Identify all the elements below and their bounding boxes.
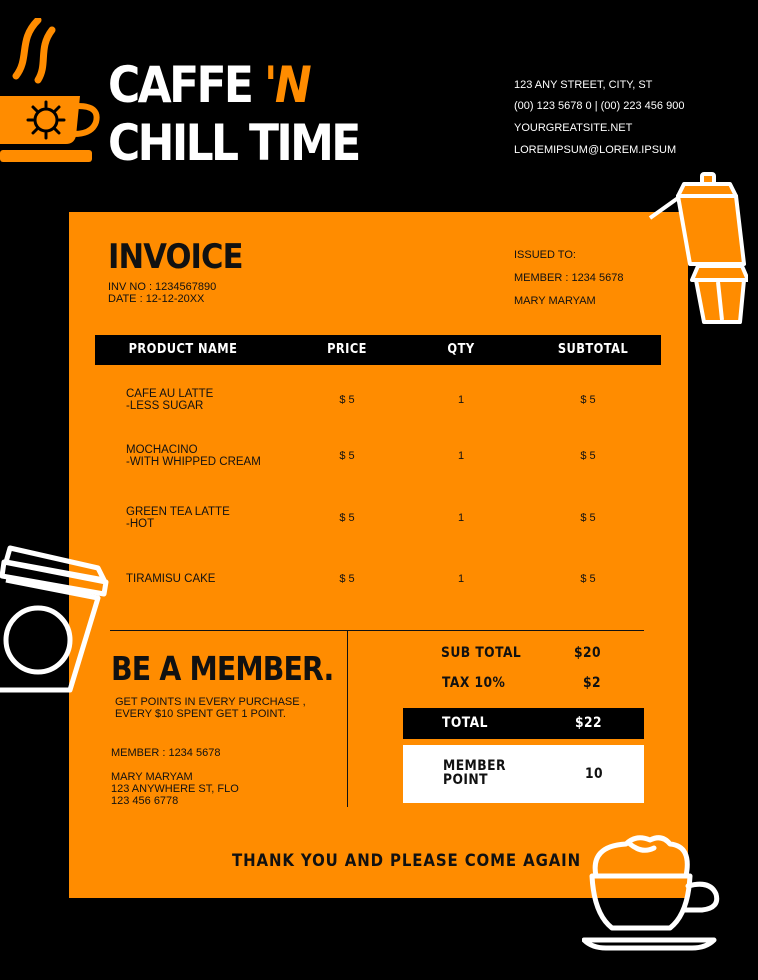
contact-email[interactable]: LOREMIPSUM@LOREM.IPSUM: [514, 144, 677, 156]
invoice-number: INV NO : 1234567890: [108, 281, 217, 293]
takeaway-cup-icon: [0, 540, 120, 705]
brand-name-line2: CHILL TIME: [108, 114, 359, 172]
header-product: PRODUCT NAME: [128, 342, 238, 357]
invoice-title: INVOICE: [108, 237, 243, 277]
row-1-qty: 1: [457, 394, 465, 406]
issued-to-label: ISSUED TO:: [514, 249, 576, 261]
tax-value: $2: [583, 675, 602, 691]
contact-website[interactable]: YOURGREATSITE.NET: [514, 122, 633, 134]
member-point-box: [403, 745, 644, 803]
member-name: MARY MARYAM: [111, 771, 193, 783]
table-header: [95, 335, 661, 365]
row-4-product: TIRAMISU CAKE: [126, 573, 216, 585]
row-2-price: $ 5: [339, 450, 355, 462]
row-2-qty: 1: [457, 450, 465, 462]
contact-phones: (00) 123 5678 0 | (00) 223 456 900: [514, 100, 685, 112]
subtotal-label: SUB TOTAL: [441, 645, 522, 661]
brand-accent: 'N: [263, 56, 310, 114]
row-1-product: CAFE AU LATTE -LESS SUGAR: [126, 388, 214, 412]
brand-name-line1: CAFFE 'N: [108, 56, 310, 114]
row-4-subtotal: $ 5: [580, 573, 596, 585]
total-bar: [403, 708, 644, 739]
header-price: PRICE: [327, 342, 367, 357]
row-3-product: GREEN TEA LATTE -HOT: [126, 506, 230, 530]
header-subtotal: SUBTOTAL: [557, 342, 629, 357]
member-phone: 123 456 6778: [111, 795, 179, 807]
member-desc-2: EVERY $10 SPENT GET 1 POINT.: [115, 708, 286, 720]
issued-name: MARY MARYAM: [514, 295, 596, 307]
section-divider: [110, 630, 644, 631]
column-divider: [347, 630, 348, 807]
row-3-subtotal: $ 5: [580, 512, 596, 524]
subtotal-value: $20: [574, 645, 602, 661]
row-4-price: $ 5: [339, 573, 355, 585]
member-point-label-2: POINT: [443, 772, 489, 788]
row-4-qty: 1: [457, 573, 465, 585]
moka-pot-icon: [648, 170, 748, 330]
total-value: $22: [575, 715, 603, 731]
member-desc-1: GET POINTS IN EVERY PURCHASE ,: [115, 696, 306, 708]
thank-you-message: THANK YOU AND PLEASE COME AGAIN: [232, 851, 582, 871]
row-2-subtotal: $ 5: [580, 450, 596, 462]
member-number: MEMBER : 1234 5678: [111, 747, 221, 759]
coffee-cup-logo-icon: [0, 18, 100, 168]
cappuccino-cup-icon: [582, 832, 742, 957]
total-label: TOTAL: [442, 715, 488, 731]
row-3-qty: 1: [457, 512, 465, 524]
member-title: BE A MEMBER.: [111, 649, 334, 688]
invoice-date: DATE : 12-12-20XX: [108, 293, 205, 305]
row-3-price: $ 5: [339, 512, 355, 524]
header-qty: QTY: [447, 342, 475, 357]
row-2-product: MOCHACINO -WITH WHIPPED CREAM: [126, 444, 261, 468]
row-1-subtotal: $ 5: [580, 394, 596, 406]
contact-address: 123 ANY STREET, CITY, ST: [514, 79, 653, 91]
issued-member: MEMBER : 1234 5678: [514, 272, 624, 284]
tax-label: TAX 10%: [442, 675, 506, 691]
row-1-price: $ 5: [339, 394, 355, 406]
member-address: 123 ANYWHERE ST, FLO: [111, 783, 239, 795]
member-point-value: 10: [585, 766, 604, 782]
member-point-label-1: MEMBER: [443, 758, 506, 774]
